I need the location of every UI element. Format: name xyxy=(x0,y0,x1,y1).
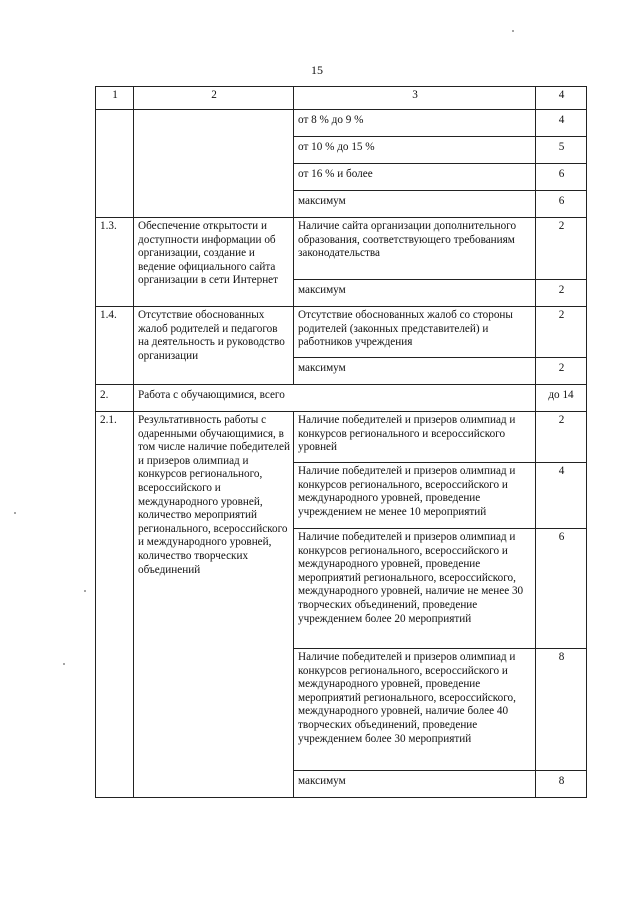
points-cell: 2 xyxy=(536,307,587,358)
table-row xyxy=(96,412,587,463)
table-row xyxy=(96,110,587,137)
header-col-4: 4 xyxy=(536,87,587,110)
criterion-cell: от 16 % и более xyxy=(294,164,536,191)
item-number: 1.4. xyxy=(96,307,134,385)
item-number: 1.3. xyxy=(96,218,134,307)
points-cell: 2 xyxy=(536,218,587,280)
criterion-cell: от 10 % до 15 % xyxy=(294,137,536,164)
indicator-cell: Отсутствие обоснованных жалоб родителей и педагогов на деятельность и руководство организации xyxy=(134,307,294,385)
criterion-cell: Наличие победителей и призеров олимпиад и конкурсов регионального, всероссийского и международного уровней, проведение мероприятий регионального, всероссийского, международного уровней, наличие более 40 творческих объединений, проведение учреждением более 30 мероприятий xyxy=(294,649,536,771)
indicator-cell: Результативность работы с одаренными обучающимися, в том числе наличие победителей и призеров олимпиад и конкурсов регионального, всероссийского и международного уровней, количество мероприятий регионального, всероссийского и международного уровней, количество творческих объединений xyxy=(134,412,294,798)
points-cell: 6 xyxy=(536,164,587,191)
points-cell: 4 xyxy=(536,463,587,529)
scan-speck xyxy=(84,590,86,592)
max-label-cell: максимум xyxy=(294,191,536,218)
indicator-cell: Обеспечение открытости и доступности информации об организации, создание и ведение официального сайта организации в сети Интернет xyxy=(134,218,294,307)
page-number: 15 xyxy=(311,63,323,77)
max-points-cell: 2 xyxy=(536,358,587,385)
table-row xyxy=(96,385,587,412)
max-label-cell: максимум xyxy=(294,280,536,307)
points-cell: 6 xyxy=(536,529,587,649)
criteria-table xyxy=(95,86,587,798)
item-number: 2.1. xyxy=(96,412,134,798)
criterion-cell: Наличие победителей и призеров олимпиад и конкурсов регионального, всероссийского и международного уровней, проведение учреждением не менее 10 мероприятий xyxy=(294,463,536,529)
scan-speck xyxy=(512,30,514,32)
scan-speck xyxy=(63,663,65,665)
criterion-cell: Отсутствие обоснованных жалоб со стороны родителей (законных представителей) и работников учреждения xyxy=(294,307,536,358)
table-row xyxy=(96,218,587,280)
section-points: до 14 xyxy=(536,385,587,412)
points-cell: 8 xyxy=(536,649,587,771)
criterion-cell: Наличие победителей и призеров олимпиад и конкурсов регионального, всероссийского и международного уровней, проведение мероприятий регионального, всероссийского, международного уровней, наличие не менее 30 творческих объединений, проведение учреждением более 20 мероприятий xyxy=(294,529,536,649)
table-row xyxy=(96,307,587,358)
points-cell: 5 xyxy=(536,137,587,164)
max-label-cell: максимум xyxy=(294,358,536,385)
max-points-cell: 6 xyxy=(536,191,587,218)
criterion-cell: Наличие сайта организации дополнительного образования, соответствующего требованиям законодательства xyxy=(294,218,536,280)
criterion-cell: от 8 % до 9 % xyxy=(294,110,536,137)
points-cell: 4 xyxy=(536,110,587,137)
continuation-num-cell xyxy=(96,110,134,218)
max-points-cell: 8 xyxy=(536,771,587,798)
section-title: Работа с обучающимися, всего xyxy=(134,385,536,412)
header-col-2: 2 xyxy=(134,87,294,110)
section-number: 2. xyxy=(96,385,134,412)
max-points-cell: 2 xyxy=(536,280,587,307)
points-cell: 2 xyxy=(536,412,587,463)
criterion-cell: Наличие победителей и призеров олимпиад и конкурсов регионального и всероссийского уровней xyxy=(294,412,536,463)
max-label-cell: максимум xyxy=(294,771,536,798)
header-col-3: 3 xyxy=(294,87,536,110)
header-col-1: 1 xyxy=(96,87,134,110)
continuation-indicator-cell xyxy=(134,110,294,218)
scan-speck xyxy=(14,512,16,514)
table-header-row xyxy=(96,87,587,110)
